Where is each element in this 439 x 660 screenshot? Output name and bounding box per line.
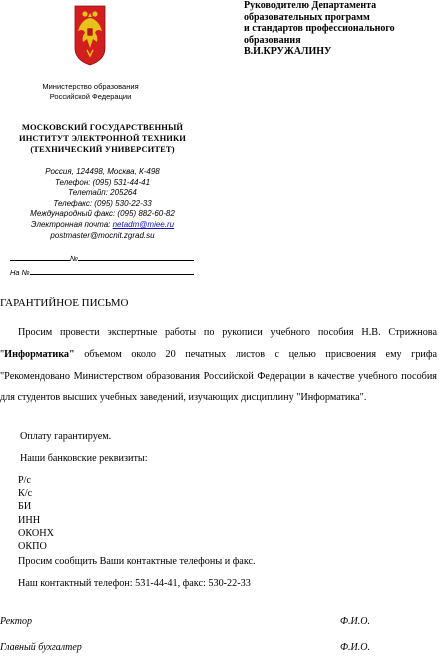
fax-line: Телефакс: (095) 530-22-33 [53, 198, 152, 208]
outgoing-number-line [10, 252, 194, 263]
book-title: Информатика" [4, 348, 75, 360]
recipient-name: В.И.КРУЖАЛИНУ [244, 46, 332, 57]
incoming-number-line [10, 266, 194, 277]
signature-name-rector: Ф.И.О. [340, 616, 370, 627]
bank-item: ИНН [18, 514, 41, 526]
bank-item: К/с [18, 488, 33, 500]
payment-guarantee: Оплату гарантируем. [20, 431, 112, 442]
intl-fax-line: Международный факс: (095) 882-60-82 [30, 209, 175, 219]
on-number-label: На № [10, 268, 30, 277]
ministry-line: Российской Федерации [49, 91, 132, 101]
coat-of-arms-emblem [74, 4, 106, 66]
recipient-line: Руководителю Департамента [244, 0, 377, 11]
contact-phone: Наш контактный телефон: 531-44-41, факс: 530-22-33 [18, 578, 251, 589]
email-line: Электронная почта: netadm@miee.ru [30, 219, 175, 229]
number-sign: № [70, 254, 79, 263]
letter-title: ГАРАНТИЙНОЕ ПИСЬМО [0, 297, 129, 309]
ministry-name [0, 82, 181, 101]
institute-line: (ТЕХНИЧЕСКИЙ УНИВЕРСИТЕТ) [30, 144, 175, 154]
address-block [0, 167, 205, 241]
signature-name-accountant: Ф.И.О. [340, 642, 370, 653]
recipient-line: образовательных программ [244, 11, 370, 23]
bank-details-list [18, 474, 54, 553]
signature-role-rector: Ректор [0, 616, 32, 627]
bank-item: БИ [18, 501, 32, 513]
recipient-block [244, 0, 439, 58]
contact-request: Просим сообщить Ваши контактные телефоны и факс. [18, 556, 256, 567]
ministry-line: Министерство образования [42, 82, 139, 91]
email-link[interactable]: netadm@miee.ru [112, 219, 175, 229]
bank-item: Р/с [18, 475, 32, 486]
bank-item: ОКОНХ [18, 527, 54, 539]
bank-details-header: Наши банковские реквизиты: [20, 453, 148, 464]
letter-body: Просим провести экспертные работы по рукописи учебного пособия Н.В. Стрижнова "Информатика" объемом около 20 печатных листов с целью присвоения ему грифа "Рекомендовано Министерством образования Российской Федерации в качестве учебного пособия для студентов высших учебных заведений, изучающих дисциплину "Информатика". [0, 327, 437, 404]
phone-line: Телефон: (095) 531-44-41 [54, 177, 151, 187]
recipient-line: и стандартов профессионального [244, 23, 395, 34]
institute-line: МОСКОВСКИЙ ГОСУДАРСТВЕННЫЙ [21, 122, 184, 132]
institute-name [0, 122, 205, 155]
institute-line: ИНСТИТУТ ЭЛЕКТРОННОЙ ТЕХНИКИ [18, 133, 186, 143]
teletype-line: Телетайп: 205264 [68, 188, 137, 198]
postmaster-email: postmaster@mocnit.zgrad.su [50, 230, 155, 240]
signature-role-accountant: Главный бухгалтер [0, 642, 82, 653]
postal-address: Россия, 124498, Москва, К-498 [45, 167, 160, 176]
bank-item: ОКПО [18, 541, 47, 553]
recipient-line: образования [244, 34, 301, 46]
